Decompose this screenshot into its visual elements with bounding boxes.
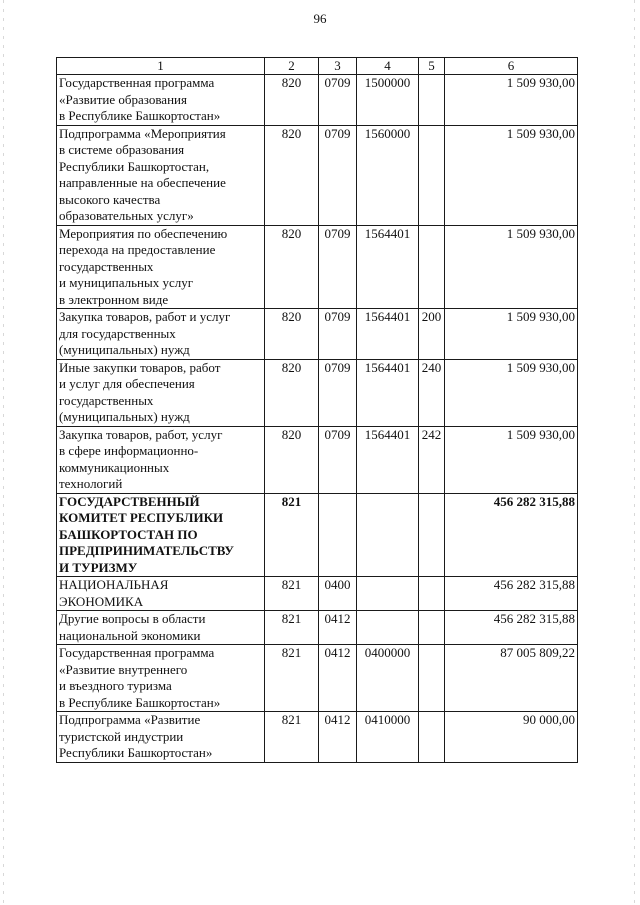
cell-section-code: 0709: [319, 225, 357, 309]
header-cell-target: 4: [357, 58, 419, 75]
cell-target-code: 0400000: [357, 645, 419, 712]
cell-expense-code: [419, 712, 445, 763]
cell-ministry-code: 821: [265, 611, 319, 645]
budget-table: [56, 57, 578, 763]
scan-edge-left: [3, 0, 4, 905]
cell-name: Государственная программа «Развитие образования в Республике Башкортостан»: [57, 75, 265, 126]
cell-section-code: 0709: [319, 125, 357, 225]
cell-ministry-code: 821: [265, 577, 319, 611]
cell-target-code: 1500000: [357, 75, 419, 126]
cell-ministry-code: 820: [265, 225, 319, 309]
cell-ministry-code: 821: [265, 645, 319, 712]
table-row: [57, 645, 578, 712]
table-row: [57, 493, 578, 577]
table-row: [57, 359, 578, 426]
cell-expense-code: [419, 611, 445, 645]
cell-expense-code: 240: [419, 359, 445, 426]
cell-name: Закупка товаров, работ, услуг в сфере информационно- коммуникационных технологий: [57, 426, 265, 493]
cell-target-code: 1564401: [357, 359, 419, 426]
page-number: 96: [313, 11, 327, 26]
cell-name: Подпрограмма «Развитие туристской индустрии Республики Башкортостан»: [57, 712, 265, 763]
cell-name: ГОСУДАРСТВЕННЫЙ КОМИТЕТ РЕСПУБЛИКИ БАШКОРТОСТАН ПО ПРЕДПРИНИМАТЕЛЬСТВУ И ТУРИЗМУ: [57, 493, 265, 577]
cell-expense-code: [419, 225, 445, 309]
cell-name: Другие вопросы в области национальной экономики: [57, 611, 265, 645]
cell-target-code: 1564401: [357, 426, 419, 493]
table-row: [57, 309, 578, 360]
header-cell-section: 3: [319, 58, 357, 75]
cell-target-code: [357, 611, 419, 645]
header-cell-name: 1: [57, 58, 265, 75]
cell-name: Закупка товаров, работ и услуг для государственных (муниципальных) нужд: [57, 309, 265, 360]
cell-section-code: 0412: [319, 712, 357, 763]
table-row: [57, 577, 578, 611]
cell-expense-code: 242: [419, 426, 445, 493]
cell-ministry-code: 820: [265, 359, 319, 426]
table-row: [57, 426, 578, 493]
scan-edge-right: [634, 0, 635, 905]
cell-ministry-code: 820: [265, 125, 319, 225]
cell-section-code: 0709: [319, 426, 357, 493]
cell-name: НАЦИОНАЛЬНАЯ ЭКОНОМИКА: [57, 577, 265, 611]
cell-expense-code: [419, 125, 445, 225]
cell-amount: 456 282 315,88: [445, 611, 578, 645]
cell-name: Иные закупки товаров, работ и услуг для обеспечения государственных (муниципальных) нужд: [57, 359, 265, 426]
cell-expense-code: [419, 75, 445, 126]
cell-amount: 456 282 315,88: [445, 577, 578, 611]
cell-expense-code: [419, 577, 445, 611]
cell-section-code: 0412: [319, 611, 357, 645]
cell-section-code: 0709: [319, 75, 357, 126]
cell-name: Государственная программа «Развитие внутреннего и въездного туризма в Республике Башкортостан»: [57, 645, 265, 712]
cell-target-code: 1560000: [357, 125, 419, 225]
cell-amount: 87 005 809,22: [445, 645, 578, 712]
cell-expense-code: 200: [419, 309, 445, 360]
cell-amount: 1 509 930,00: [445, 426, 578, 493]
table-row: [57, 611, 578, 645]
cell-ministry-code: 820: [265, 309, 319, 360]
cell-amount: 1 509 930,00: [445, 75, 578, 126]
header-cell-amount: 6: [445, 58, 578, 75]
table-body: [57, 58, 578, 763]
cell-ministry-code: 820: [265, 426, 319, 493]
cell-amount: 1 509 930,00: [445, 225, 578, 309]
cell-section-code: 0400: [319, 577, 357, 611]
cell-section-code: 0709: [319, 359, 357, 426]
cell-expense-code: [419, 493, 445, 577]
table-row: [57, 75, 578, 126]
table-row: [57, 712, 578, 763]
cell-amount: 90 000,00: [445, 712, 578, 763]
cell-amount: 1 509 930,00: [445, 309, 578, 360]
cell-target-code: 1564401: [357, 225, 419, 309]
cell-amount: 1 509 930,00: [445, 125, 578, 225]
cell-name: Подпрограмма «Мероприятия в системе образования Республики Башкортостан, направленные на обеспечение высокого качества образовательных услуг»: [57, 125, 265, 225]
cell-section-code: [319, 493, 357, 577]
header-cell-expense: 5: [419, 58, 445, 75]
cell-target-code: [357, 493, 419, 577]
cell-section-code: 0412: [319, 645, 357, 712]
header-cell-ministry: 2: [265, 58, 319, 75]
cell-target-code: [357, 577, 419, 611]
table-row: [57, 225, 578, 309]
cell-amount: 1 509 930,00: [445, 359, 578, 426]
cell-ministry-code: 821: [265, 493, 319, 577]
cell-ministry-code: 821: [265, 712, 319, 763]
table-row: [57, 125, 578, 225]
cell-ministry-code: 820: [265, 75, 319, 126]
cell-target-code: 0410000: [357, 712, 419, 763]
cell-amount: 456 282 315,88: [445, 493, 578, 577]
table-header-row: [57, 58, 578, 75]
cell-section-code: 0709: [319, 309, 357, 360]
cell-name: Мероприятия по обеспечению перехода на предоставление государственных и муниципальных услуг в электронном виде: [57, 225, 265, 309]
cell-target-code: 1564401: [357, 309, 419, 360]
cell-expense-code: [419, 645, 445, 712]
